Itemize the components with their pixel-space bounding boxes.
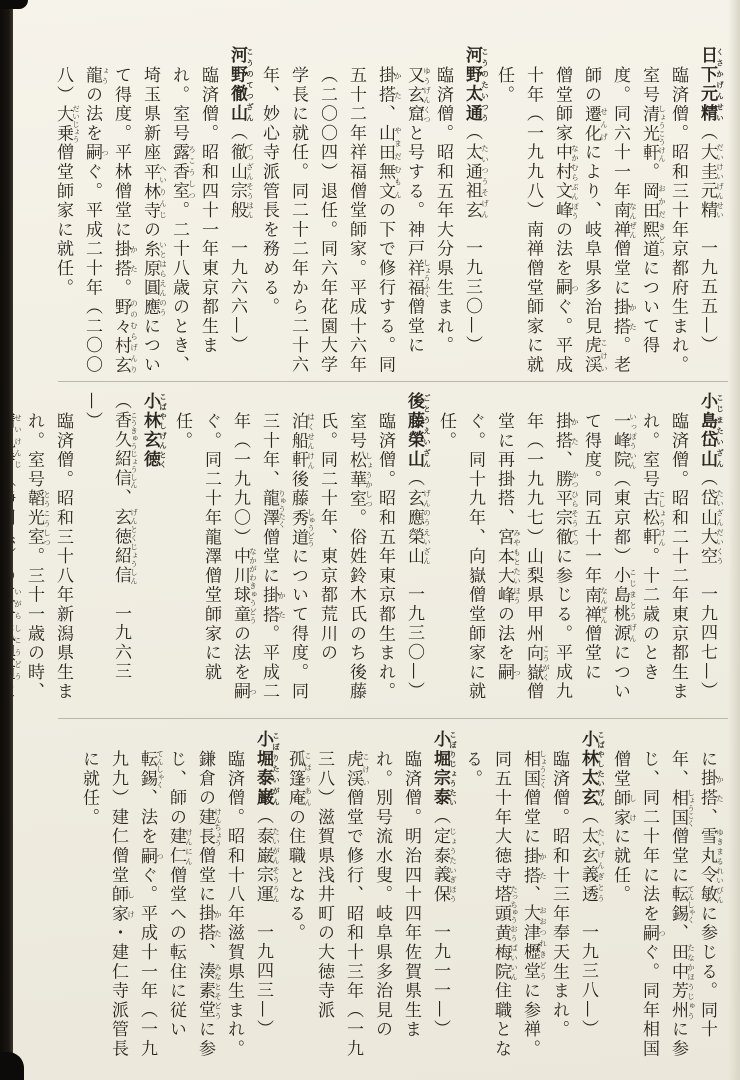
furigana-annotated-text: 河野太通こうのたいつう [462, 46, 490, 124]
entry-headword [399, 392, 431, 710]
furigana-annotated-text: 建仁けんにん [166, 827, 194, 866]
furigana-annotated-text: 嗣つ [137, 846, 165, 866]
entry-headword [222, 46, 254, 376]
headword-name [253, 730, 281, 808]
furigana-annotated-text: 糸原圓應いとはらえんのう [140, 239, 168, 317]
furigana-annotated-text: 祥福しょうふく [404, 259, 432, 298]
furigana-annotated-text: いがらしこうどう [13, 585, 23, 683]
entry-body: 臨済僧。昭和十三年奉天生まれ。相国しょうこく僧堂に掛搭かた、大津櫪堂おおつれきどうに参禅。同五十年大徳寺塔頭たっちゅう黄梅院おうばいいん住職となる。 [462, 750, 569, 1059]
furigana-annotated-text: 遷化せんげ [581, 104, 609, 144]
furigana-annotated-text: 向嶽こうがく [523, 643, 551, 683]
furigana-annotated-text: 掛搭かた [259, 585, 287, 625]
furigana-annotated-text: 掛搭かた [610, 297, 638, 337]
furigana-annotated-text: 大津櫪堂おおつれきどう [520, 904, 548, 982]
furigana-annotated-text: 岱山大空たいざんだいくう [697, 488, 725, 566]
band-divider-1 [58, 381, 728, 382]
headword-name [227, 46, 255, 124]
furigana-annotated-text: 掛搭かた [375, 66, 403, 105]
furigana-annotated-text: 掛搭かた [111, 239, 139, 279]
dictionary-entry [0, 392, 167, 710]
furigana-annotated-text: 黄梅院おうばいいん [491, 923, 519, 982]
headword-name [697, 46, 725, 124]
furigana-annotated-text: 古松軒こしょうけん [639, 489, 667, 548]
furigana-annotated-text: せいけんじ [13, 412, 23, 470]
headword-dharma-name-and-years: （泰巌宗運たいがんそううん 一九四三—） [253, 807, 281, 1039]
furigana-annotated-text: 中川球童なかがわきゅうどう [230, 547, 258, 625]
headword-dharma-name-and-years: （定泰義保じょうたいぎほう 一九一一—） [430, 807, 458, 1039]
furigana-annotated-text: 香久紹信こうきゅうじょうしん [111, 411, 139, 489]
furigana-annotated-text: 一峰院いっぽういん [610, 412, 638, 470]
dictionary-entry [280, 730, 457, 1066]
dictionary-entry [431, 392, 724, 710]
entry-body: 臨済僧。昭和三十八年新潟県生まれ。室号韜光室とうこうしつ。三十一歳の時、せいけんじいがらしこうどう [0, 392, 77, 710]
page-edge-shade [728, 0, 740, 1080]
furigana-annotated-text: 嗣つ [639, 923, 667, 944]
headword-name [578, 730, 606, 808]
furigana-annotated-text: 小島岱山こじまたいざん [697, 392, 725, 470]
entry-body: 臨済僧。昭和十八年滋賀県生まれ。鎌倉の建長けんちょう僧堂に掛搭かた、湊素堂みなとそどうに参じ、師の建仁けんにん僧堂への転住に従い転錫てんしゃく、法を嗣つぐ。平成十一年（一九九九）建仁僧堂師家しけ・建仁寺派管長に就任。 [79, 750, 244, 1059]
headword-dharma-name-and-years: （太玄義透たいげんぎとう 一九三八—） [578, 807, 606, 1039]
furigana-annotated-text: 龍澤りゅうたく [259, 489, 287, 528]
furigana-annotated-text: 掛搭かた [195, 904, 223, 944]
entry-headword [692, 46, 724, 376]
furigana-annotated-text: 雪丸令敏ゆきまるれいびん [697, 827, 725, 905]
furigana-annotated-text: 大乗だいじょう [53, 104, 81, 144]
entry-body: 臨済僧。昭和二十二年東京都生まれ。室号古松軒こしょうけん。十二歳のとき一峰院いっぽういん（東京都）小島桃源こじまとうげんについて得度。同五十一年南禅なんぜん僧堂に掛搭かた、勝平宗徹かつひらそうてつに参じる。平成九年（一九九七）山梨県甲州向嶽こうがく僧堂に再掛搭、宮本大峰みやもとたいほうの法を嗣つぐ。同十九年、向嶽僧堂師家に就任。 [436, 412, 688, 702]
furigana-annotated-text: 清光軒しょうこうけん [639, 104, 667, 163]
furigana-annotated-text: 掛搭かた [520, 846, 548, 886]
furigana-annotated-text: 小林太玄こばやしたいげん [578, 730, 606, 808]
band-divider-2 [58, 718, 728, 719]
furigana-annotated-text: 湊素堂みなとそどう [195, 962, 223, 1021]
furigana-annotated-text: 相国しょうこく [520, 750, 548, 789]
furigana-annotated-text: 露香室ろこうしつ [169, 143, 197, 202]
furigana-annotated-text: 宮本大峰みやもとたいほう [494, 527, 522, 606]
dictionary-entry [48, 46, 254, 376]
furigana-annotated-text: 小堀泰巌こぼりたいがん [253, 730, 281, 808]
entry-body: 臨済僧。昭和三十年京都府生まれ。室号清光軒しょうこうけん。岡田熙道おかだきどうについて得度。同六十一年南禅なんぜん僧堂に掛搭かた。老師の遷化せんげにより、岐阜県多治見虎渓こけい僧堂師家中村文峰なかむらぶんぽうの法を嗣つぐ。平成十年（一九九八）南禅僧堂師家に就任。 [494, 66, 688, 375]
furigana-annotated-text: 松華室しょうかしつ [346, 450, 374, 509]
furigana-annotated-text: 中村文峰なかむらぶんぽう [552, 143, 580, 221]
dictionary-entry [167, 392, 431, 710]
entry-body: 臨済僧。明治四十四年佐賀県生まれ。別号流水叟。岐阜県多治見の虎渓こけい僧堂で修行、昭和十三年（一九三八）滋賀県浅井町の大徳寺派孤篷庵こほうあんの住職となる。 [285, 750, 421, 1059]
headword-name [697, 392, 725, 470]
furigana-annotated-text: 玄應榮山げんのうえいざん [404, 488, 432, 566]
text-band-top [53, 46, 725, 376]
entry-headword [77, 392, 167, 710]
furigana-annotated-text: 勝平宗徹かつひらそうてつ [552, 469, 580, 548]
furigana-annotated-text: 南禅なんぜん [610, 201, 638, 240]
furigana-annotated-text: 野々村玄龍ののむらげんりょう [82, 66, 139, 375]
dictionary-entry [254, 46, 489, 376]
furigana-annotated-text: 師家しけ [108, 885, 136, 924]
entry-headword [573, 730, 605, 1066]
headword-name [462, 46, 490, 124]
entry-body: 臨済僧。昭和五年大分県生まれ。又玄窟ゆうげんくつと号する。神戸祥福しょうふく僧堂に掛搭かた、山田無文やまだむもんの下で修行する。同五十二年祥福僧堂師家。平成十六年（二〇〇四）退任。同六年花園大学学長に就任。同二十二年から二十六年、妙心寺派管長を務める。 [259, 66, 453, 375]
furigana-annotated-text: 孤篷庵こほうあん [285, 750, 313, 808]
furigana-annotated-text: 塔頭たっちゅう [491, 885, 519, 924]
entry-headword [425, 730, 457, 1066]
headword-dharma-name-and-years: （岱山大空たいざんだいくう 一九四七—） [697, 469, 725, 701]
entry-body: 臨済僧。昭和四十一年東京都生まれ。室号露香室ろこうしつ。二十八歳のとき、埼玉県新座平林寺へいりんじの糸原圓應いとはらえんのうについて得度。平林僧堂に掛搭かた。野々村玄龍ののむらげんりょうの法を嗣つぐ。平成二十年（二〇〇八）大乗だいじょう僧堂師家に就任。 [53, 66, 218, 375]
headword-name [140, 392, 168, 470]
furigana-annotated-text: 徹山宗般てつざんそうはん [227, 142, 255, 220]
dictionary-entry [605, 730, 724, 1066]
furigana-annotated-text: 韜光室とうこうしつ [24, 489, 52, 548]
entry-headword [248, 730, 280, 1066]
dictionary-entry [457, 730, 605, 1066]
furigana-annotated-text: 小堀宗泰こぼりじょうたい [430, 730, 458, 808]
text-band-middle [13, 392, 725, 710]
furigana-annotated-text: 掛搭かた [552, 412, 580, 451]
furigana-annotated-text: 嗣つ [494, 662, 522, 683]
furigana-annotated-text: 田中芳州たなかほうじゅう [668, 943, 696, 1021]
furigana-annotated-text: 定泰義保じょうたいぎほう [430, 826, 458, 904]
furigana-annotated-text: 玄徳紹信げんとくじょうしん [111, 507, 139, 586]
furigana-annotated-text: 転錫てんしゃく [668, 885, 696, 924]
furigana-annotated-text: 虎渓こけい [343, 750, 371, 789]
headword-dharma-name-and-years: （玄應榮山げんのうえいざん 一九三〇—） [404, 469, 432, 701]
furigana-annotated-text: 大圭元精だいけいげんせい [697, 142, 725, 220]
headword-dharma-name-and-years: （香久紹信こうきゅうじょうしん、玄徳紹信げんとくじょうしん 一九六三—） [82, 392, 139, 682]
entry-body-continuation: に掛搭かた、雪丸令敏ゆきまるれいびんに参じる。同十年、相国しょうこく僧堂に転錫てんしゃく、田中芳州たなかほうじゅうに参じ、同二十年に法を嗣つぐ。同年相国僧堂師家しけに就任。 [610, 750, 725, 1059]
furigana-annotated-text: 師家しけ [610, 788, 638, 828]
furigana-annotated-text: 虎渓こけい [581, 336, 609, 375]
furigana-annotated-text: 泰巌宗運たいがんそううん [253, 826, 281, 904]
headword-name [404, 392, 432, 470]
furigana-annotated-text: 小島桃源こじまとうげん [610, 566, 638, 644]
furigana-annotated-text: 嗣つ [552, 278, 580, 298]
furigana-annotated-text: 小林玄徳こばやしげんとく [140, 392, 168, 470]
dictionary-entry [489, 46, 724, 376]
furigana-annotated-text: 平林寺へいりんじ [140, 162, 168, 221]
furigana-annotated-text: 秀道しゅうどう [288, 508, 316, 548]
furigana-annotated-text: 太通祖玄たいつうそげん [462, 142, 490, 220]
furigana-annotated-text: 嗣つ [82, 143, 110, 163]
text-band-bottom [62, 730, 724, 1066]
furigana-annotated-text: 山田無文やまだむもん [375, 123, 403, 202]
headword-dharma-name-and-years: （太通祖玄たいつうそげん 一九三〇—） [462, 123, 490, 355]
furigana-annotated-text: 太玄義透たいげんぎとう [578, 826, 606, 904]
furigana-annotated-text: 建長けんちょう [195, 807, 223, 847]
furigana-annotated-text: 河野徹山こうのてつざん [227, 46, 255, 124]
furigana-annotated-text: 嗣つ [230, 682, 258, 702]
furigana-annotated-text: 相国しょうこく [668, 788, 696, 828]
headword-name [430, 730, 458, 808]
furigana-annotated-text: 日下元精くさかげんせい [697, 46, 725, 124]
entry-headword [457, 46, 489, 376]
entry-body: 臨済僧。昭和五年東京都生まれ。室号松華室しょうかしつ。俗姓鈴木氏のち後藤氏。同二十年、東京都荒川の泊船軒はくせんけん後藤秀道しゅうどうについて得度。同三十年、龍澤りゅうたく僧堂に掛搭かた。平成二年（一九九〇）中川球童なかがわきゅうどうの法を嗣つぐ。同二十年龍澤僧堂師家に就任。 [172, 412, 395, 702]
dictionary-entry [74, 730, 280, 1066]
entry-headword [692, 392, 724, 710]
furigana-annotated-text: 又玄窟ゆうげんくつ [404, 66, 432, 124]
headword-dharma-name-and-years: （徹山宗般てつざんそうはん 一九六六—） [227, 123, 255, 355]
furigana-annotated-text: 岡田熙道おかだきどう [639, 181, 667, 260]
headword-dharma-name-and-years: （大圭元精だいけいげんせい 一九五五—） [697, 123, 725, 355]
furigana-annotated-text: 転錫てんしゃく [137, 750, 165, 789]
furigana-annotated-text: 掛搭かた [697, 769, 725, 808]
furigana-annotated-text: 南禅なんぜん [581, 585, 609, 625]
furigana-annotated-text: 後藤榮山ごとうえいざん [404, 392, 432, 470]
furigana-annotated-text: 泊船軒はくせんけん [288, 412, 316, 470]
